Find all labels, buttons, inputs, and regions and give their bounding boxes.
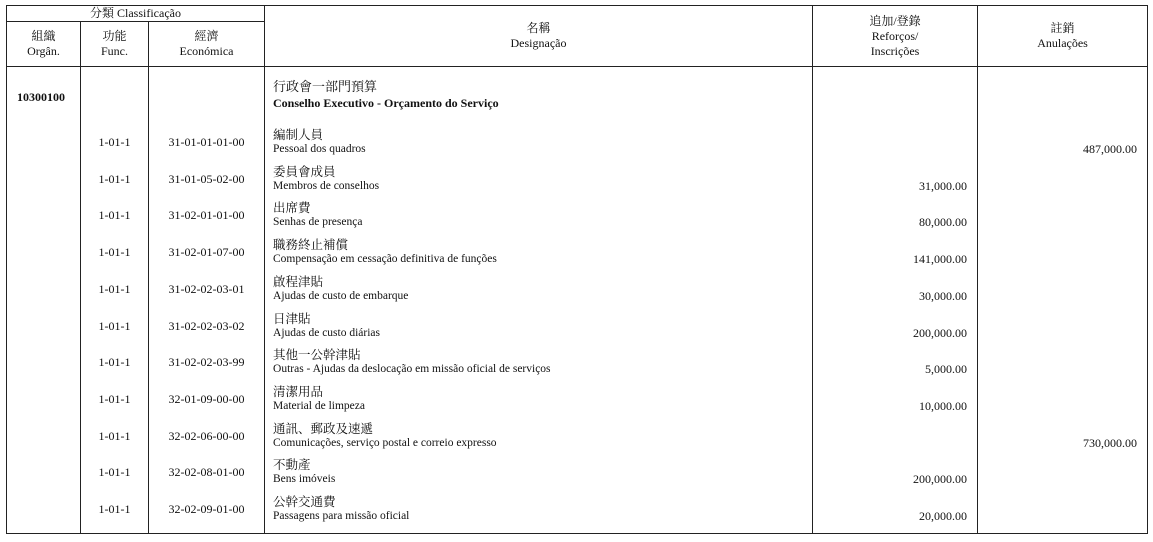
annulments-header xyxy=(978,6,1148,67)
econ-code: 31-01-01-01-00 xyxy=(168,135,245,149)
designation-column xyxy=(265,67,813,534)
item-name-zh: 通訊、郵政及速遞 xyxy=(273,421,374,436)
item-name-zh: 委員會成員 xyxy=(273,164,336,179)
annulment-amount: 487,000.00 xyxy=(1083,142,1138,156)
reinforcement-amount: 5,000.00 xyxy=(925,362,968,377)
section-title-pt: Conselho Executivo - Orçamento do Serviço xyxy=(273,96,499,110)
econ-code: 31-01-05-02-00 xyxy=(168,171,245,186)
econ-code: 32-02-06-00-00 xyxy=(168,428,245,443)
item-name-pt: Ajudas de custo de embarque xyxy=(273,289,409,302)
reinforcement-amount: 200,000.00 xyxy=(913,472,968,487)
item-name-pt: Outras - Ajudas da deslocação em missão oficial de serviços xyxy=(273,363,551,376)
econ-code: 31-02-02-03-99 xyxy=(168,355,245,370)
classification-header: 分類 Classificação xyxy=(7,6,265,22)
reinforcement-amount: 30,000.00 xyxy=(919,288,968,303)
func-header-zh: 功能 xyxy=(102,29,127,44)
designation-header-zh: 名稱 xyxy=(526,21,551,35)
func-code: 1-01-1 xyxy=(98,355,131,370)
item-name-pt: Senhas de presença xyxy=(273,216,363,229)
item-name-zh: 日津貼 xyxy=(273,311,311,326)
reinforcement-amount: 200,000.00 xyxy=(913,325,968,340)
section-title-zh: 行政會一部門預算 xyxy=(273,79,378,94)
reinforcement-amount: 31,000.00 xyxy=(919,178,968,193)
econ-code: 32-02-08-01-00 xyxy=(168,465,245,480)
reinforcements-header-pt2: Inscrições xyxy=(870,43,920,58)
item-name-pt: Pessoal dos quadros xyxy=(273,143,366,155)
item-name-pt: Ajudas de custo diárias xyxy=(273,326,381,339)
item-name-pt: Material de limpeza xyxy=(273,399,365,412)
annulments-header-pt: Anulações xyxy=(1037,36,1088,50)
econ-code: 32-01-09-00-00 xyxy=(168,391,245,406)
econ-code: 31-02-02-03-02 xyxy=(168,318,245,333)
func-code: 1-01-1 xyxy=(98,245,131,260)
item-name-zh: 清潔用品 xyxy=(273,384,324,399)
econ-header xyxy=(149,22,265,67)
organ-column xyxy=(7,67,81,534)
annulments-header-zh: 註銷 xyxy=(1050,21,1075,35)
econ-code: 31-02-02-03-01 xyxy=(168,281,245,296)
reinforcement-amount: 20,000.00 xyxy=(919,509,968,523)
func-code: 1-01-1 xyxy=(98,208,131,223)
func-code: 1-01-1 xyxy=(98,428,131,443)
item-name-zh: 不動產 xyxy=(273,458,311,473)
item-name-zh: 公幹交通費 xyxy=(273,495,336,509)
reinforcement-amount: 141,000.00 xyxy=(913,252,968,267)
econ-code: 32-02-09-01-00 xyxy=(168,502,245,516)
econ-column xyxy=(149,67,265,534)
budget-table-sheet xyxy=(6,5,1147,536)
func-header-pt: Func. xyxy=(101,44,128,59)
item-name-zh: 其他一公幹津貼 xyxy=(273,348,361,363)
reinforcements-header-pt1: Reforços/ xyxy=(871,28,919,43)
organ-header-zh: 組織 xyxy=(31,29,56,44)
econ-header-zh: 經濟 xyxy=(194,29,219,44)
organ-code: 10300100 xyxy=(17,90,65,104)
designation-header-pt: Designação xyxy=(510,36,567,50)
econ-code: 31-02-01-07-00 xyxy=(168,245,245,260)
organ-header xyxy=(7,22,81,67)
designation-header xyxy=(265,6,813,67)
item-name-pt: Passagens para missão oficial xyxy=(273,510,410,522)
func-code: 1-01-1 xyxy=(98,502,131,516)
item-name-pt: Membros de conselhos xyxy=(273,179,380,192)
func-code: 1-01-1 xyxy=(98,171,131,186)
reinforcements-column xyxy=(813,67,978,534)
item-name-zh: 啟程津貼 xyxy=(273,274,324,289)
reinforcements-header xyxy=(813,6,978,67)
annulments-column xyxy=(978,67,1148,534)
item-name-zh: 職務終止補償 xyxy=(273,238,349,253)
func-code: 1-01-1 xyxy=(98,318,131,333)
item-name-pt: Bens imóveis xyxy=(273,473,336,486)
func-code: 1-01-1 xyxy=(98,391,131,406)
item-name-pt: Comunicações, serviço postal e correio expresso xyxy=(273,436,497,449)
econ-header-pt: Económica xyxy=(179,44,234,59)
item-name-zh: 編制人員 xyxy=(273,128,324,142)
budget-table xyxy=(6,5,1148,534)
func-column xyxy=(81,67,149,534)
func-header xyxy=(81,22,149,67)
reinforcement-amount: 80,000.00 xyxy=(919,215,968,230)
reinforcements-header-zh: 追加/登錄 xyxy=(869,13,921,28)
organ-header-pt: Orgân. xyxy=(27,44,60,59)
item-name-zh: 出席費 xyxy=(273,201,311,216)
func-code: 1-01-1 xyxy=(98,135,131,149)
func-code: 1-01-1 xyxy=(98,465,131,480)
annulment-amount: 730,000.00 xyxy=(1083,435,1138,450)
reinforcement-amount: 10,000.00 xyxy=(919,398,968,413)
econ-code: 31-02-01-01-00 xyxy=(168,208,245,223)
func-code: 1-01-1 xyxy=(98,281,131,296)
item-name-pt: Compensação em cessação definitiva de funções xyxy=(273,253,497,266)
